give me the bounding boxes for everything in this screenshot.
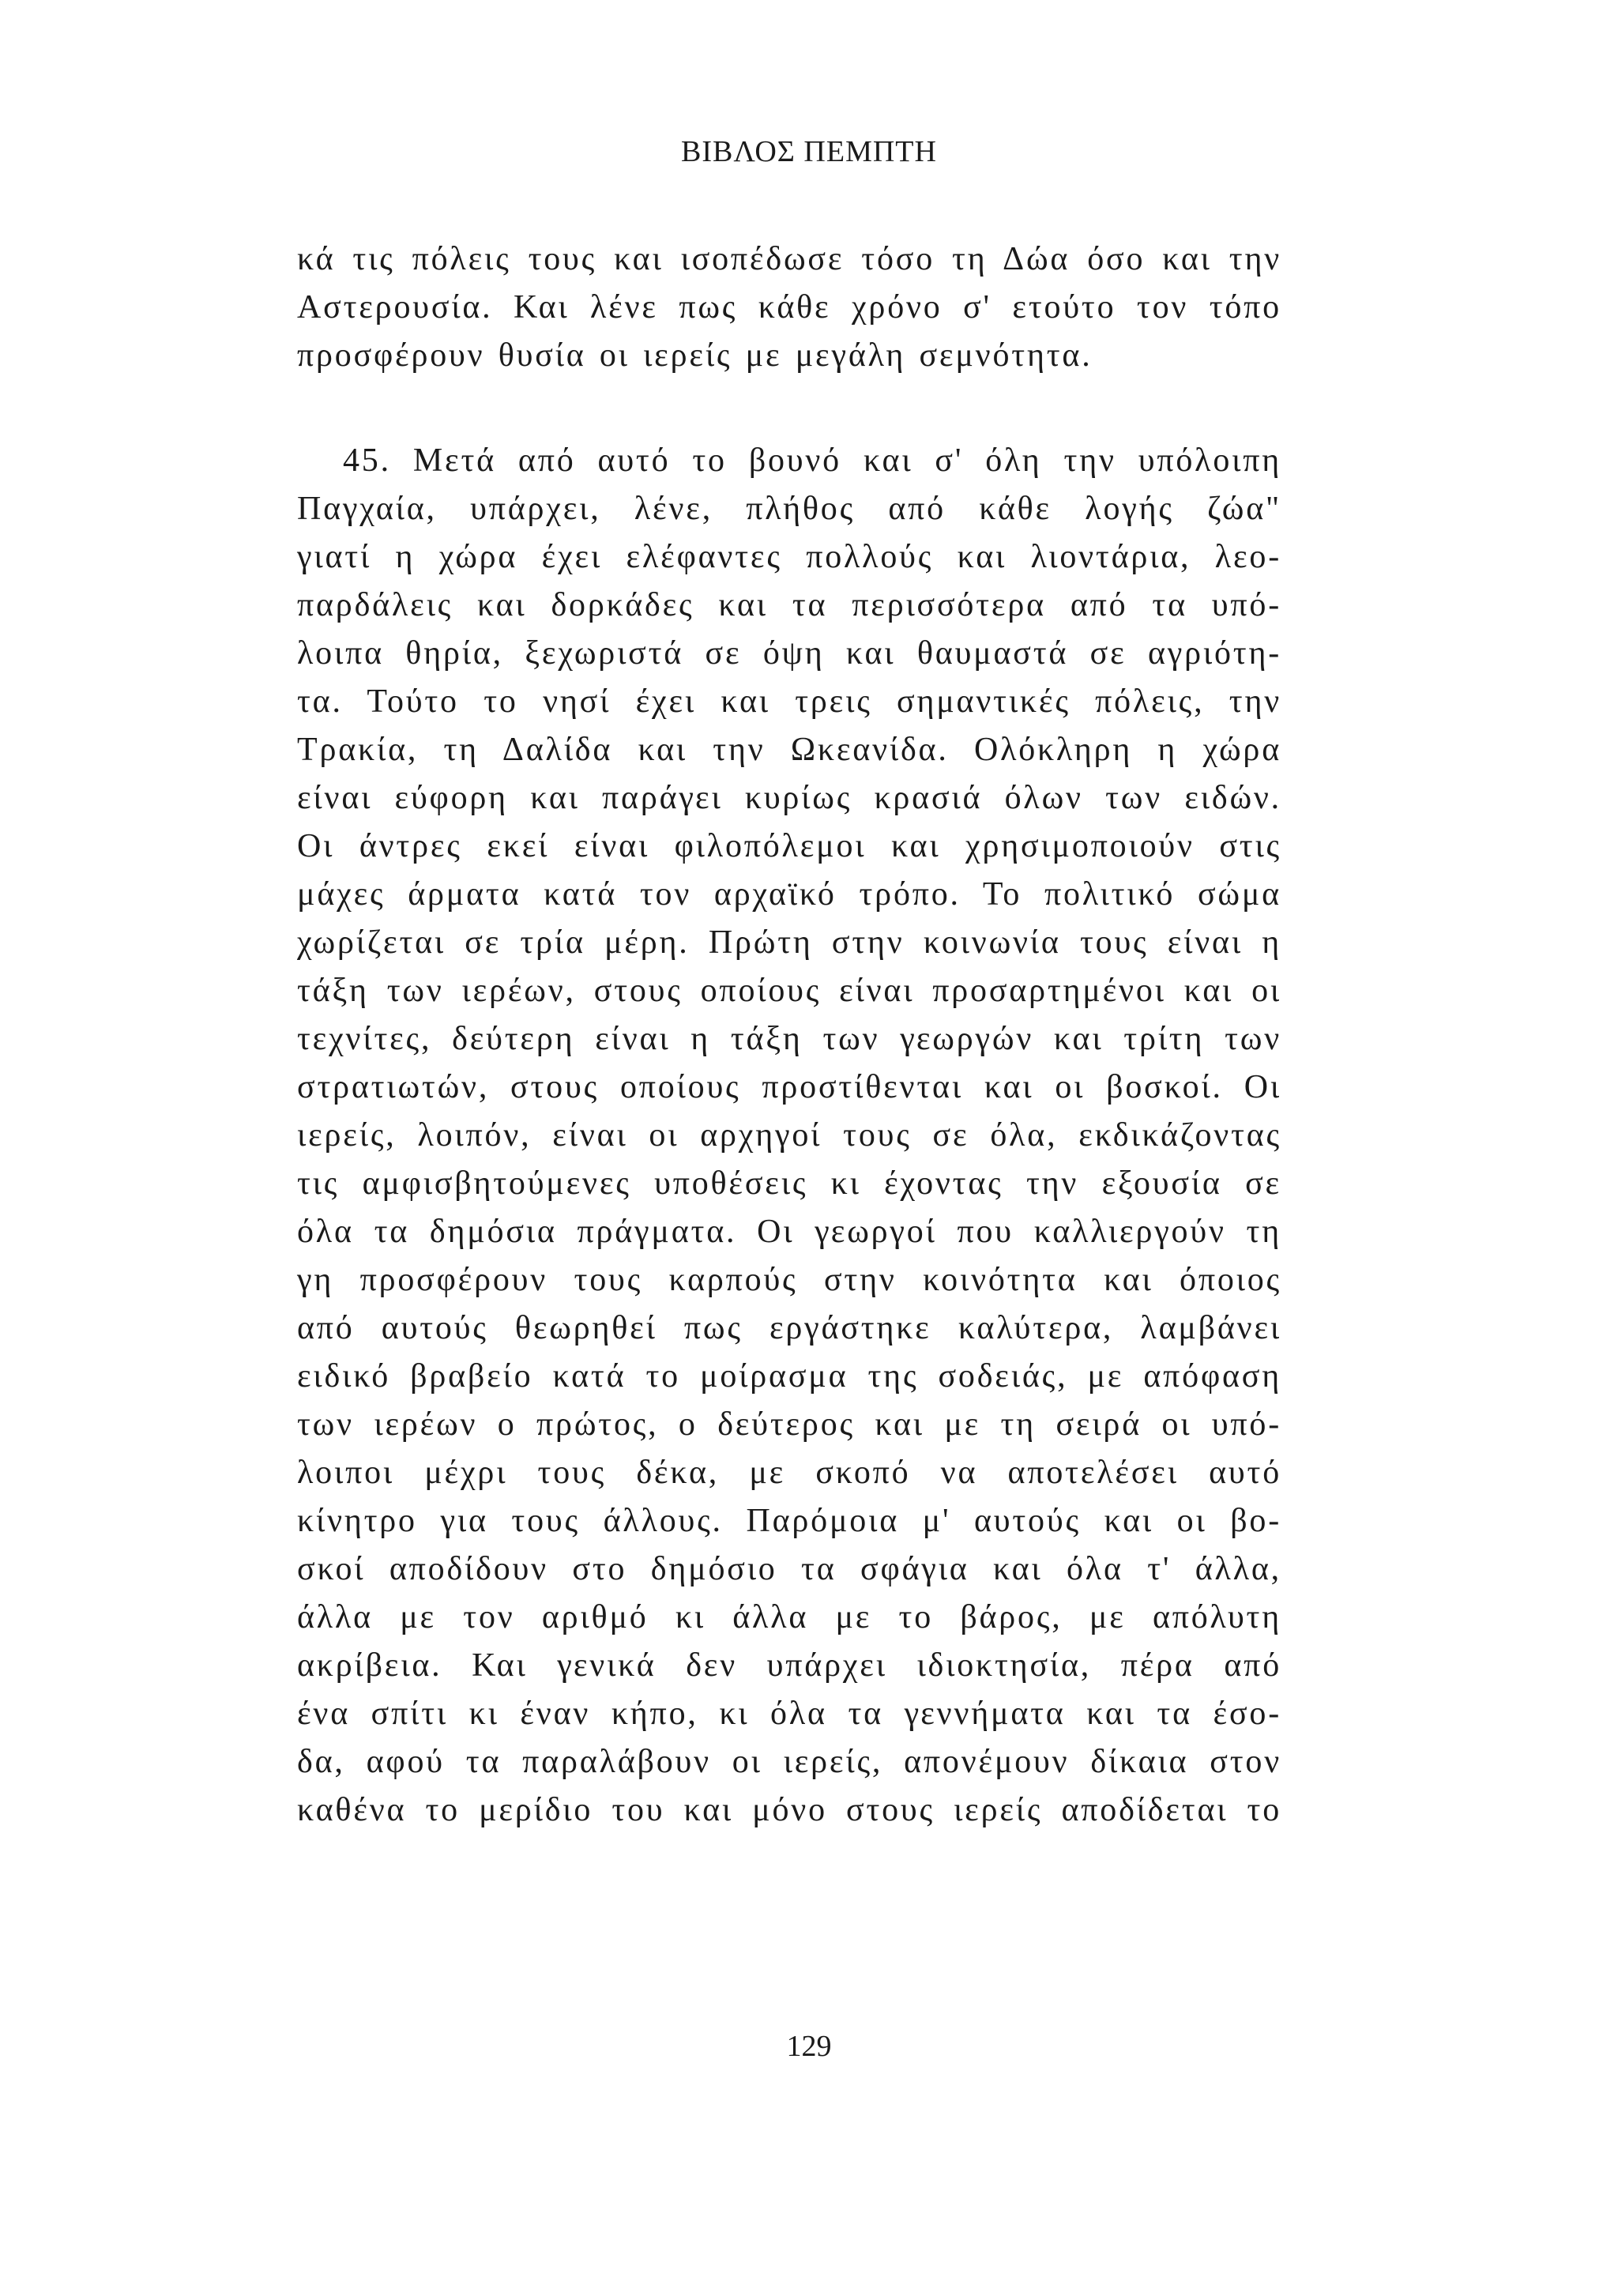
text-line: μάχες άρματα κατά τον αρχαϊκό τρόπο. Το πολιτικό σώμα [297, 876, 1281, 913]
text-line: γιατί η χώρα έχει ελέφαντες πολλούς και λιοντάρια, λεο- [297, 539, 1281, 575]
text-line: άλλα με τον αριθμό κι άλλα με το βάρος, με απόλυτη [297, 1599, 1281, 1635]
paragraph-continued [297, 235, 1281, 380]
text-line: ειδικό βραβείο κατά το μοίρασμα της σοδειάς, με απόφαση [297, 1358, 1281, 1395]
text-line [297, 1835, 1281, 1883]
text-line: σκοί αποδίδουν στο δημόσιο τα σφάγια και όλα τ' άλλα, [297, 1551, 1281, 1587]
text-line: Αστερουσία. Και λένε πως κάθε χρόνο σ' ετούτο τον τόπο [297, 289, 1281, 326]
text-line: δα, αφού τα παραλάβουν οι ιερείς, απονέμουν δίκαια στον [297, 1744, 1281, 1780]
running-header: ΒΙΒΛΟΣ ΠΕΜΠΤΗ [681, 135, 937, 168]
text-line: χωρίζεται σε τρία μέρη. Πρώτη στην κοινωνία τους είναι η [297, 924, 1281, 961]
text-line: καθένα το μερίδιο του και μόνο στους ιερείς αποδίδεται το [297, 1792, 1281, 1828]
text-line: λοιπα θηρία, ξεχωριστά σε όψη και θαυμαστά σε αγριότη- [297, 635, 1281, 672]
text-line: Τρακία, τη Δαλίδα και την Ωκεανίδα. Ολόκληρη η χώρα [297, 732, 1281, 768]
text-line: παρδάλεις και δορκάδες και τα περισσότερα από τα υπό- [297, 587, 1281, 623]
text-line: τις αμφισβητούμενες υποθέσεις κι έχοντας την εξουσία σε [297, 1165, 1281, 1202]
text-line: των ιερέων ο πρώτος, ο δεύτερος και με τη σειρά οι υπό- [297, 1406, 1281, 1443]
text-line: κά τις πόλεις τους και ισοπέδωσε τόσο τη Δώα όσο και την [297, 241, 1281, 277]
text-line: Παγχαία, υπάρχει, λένε, πλήθος από κάθε λογής ζώα" [297, 491, 1281, 527]
text-line: γη προσφέρουν τους καρπούς στην κοινότητα και όποιος [297, 1262, 1281, 1298]
text-line: ένα σπίτι κι έναν κήπο, κι όλα τα γεννήματα και τα έσο- [297, 1696, 1281, 1732]
text-line: όλα τα δημόσια πράγματα. Οι γεωργοί που καλλιεργούν τη [297, 1214, 1281, 1250]
text-line: είναι εύφορη και παράγει κυρίως κρασιά όλων των ειδών. [297, 780, 1281, 816]
text-line: τάξη των ιερέων, στους οποίους είναι προσαρτημένοι και οι [297, 973, 1281, 1009]
text-line: τα. Τούτο το νησί έχει και τρεις σημαντικές πόλεις, την [297, 683, 1281, 720]
text-line: προσφέρουν θυσία οι ιερείς με μεγάλη σεμνότητα. [297, 337, 1093, 374]
text-line: τεχνίτες, δεύτερη είναι η τάξη των γεωργών και τρίτη των [297, 1021, 1281, 1057]
page-number: 129 [786, 2030, 832, 2063]
text-line: λοιποι μέχρι τους δέκα, με σκοπό να αποτελέσει αυτό [297, 1455, 1281, 1491]
paragraph-45 [297, 437, 1281, 1883]
text-line: Οι άντρες εκεί είναι φιλοπόλεμοι και χρησιμοποιούν στις [297, 828, 1281, 864]
text-line: από αυτούς θεωρηθεί πως εργάστηκε καλύτερα, λαμβάνει [297, 1310, 1281, 1346]
text-line: ιερείς, λοιπόν, είναι οι αρχηγοί τους σε όλα, εκδικάζοντας [297, 1117, 1281, 1154]
text-line: 45. Μετά από αυτό το βουνό και σ' όλη την υπόλοιπη [343, 442, 1281, 479]
text-line: κίνητρο για τους άλλους. Παρόμοια μ' αυτούς και οι βο- [297, 1503, 1281, 1539]
text-line: στρατιωτών, στους οποίους προστίθενται και οι βοσκοί. Οι [297, 1069, 1281, 1105]
text-line: ακρίβεια. Και γενικά δεν υπάρχει ιδιοκτησία, πέρα από [297, 1647, 1281, 1684]
